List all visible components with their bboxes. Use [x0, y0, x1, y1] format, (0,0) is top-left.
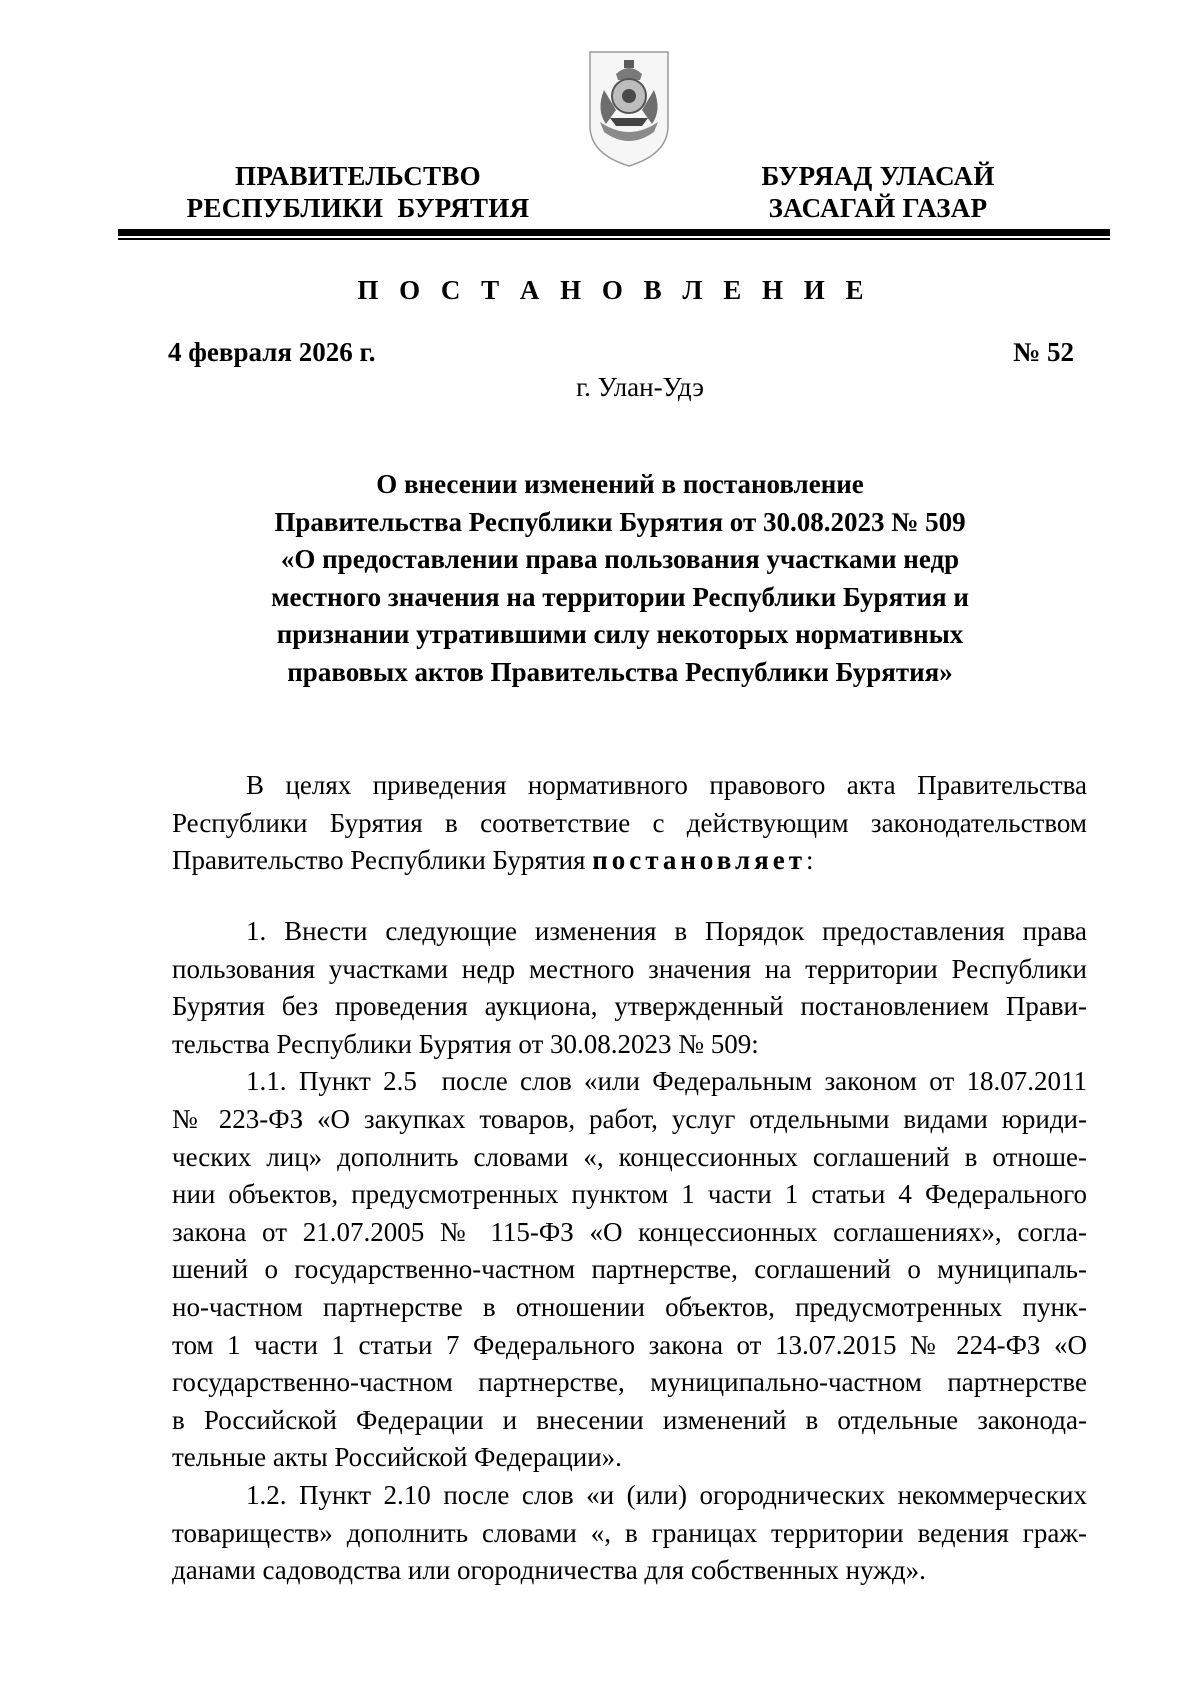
- title-line: О внесении изменений в постановление: [376, 469, 864, 499]
- resolves-suffix: :: [805, 845, 814, 876]
- body-line: тельные акты Российской Федерации».: [172, 1442, 622, 1473]
- body-line: ческих лиц» дополнить словами «, концессионных соглашений в отноше-: [172, 1141, 1087, 1172]
- document-date: 4 февраля 2026 г.: [168, 337, 376, 367]
- organization-name-ru: [168, 160, 548, 224]
- resolves-word: постановляет: [592, 845, 806, 876]
- title-line: правовых актов Правительства Республики Бурятия»: [287, 656, 953, 687]
- body-line: государственно-частном партнерстве, муниципально-частном партнерстве: [172, 1367, 1087, 1398]
- body-line: данами садоводства или огородничества для собственных нужд».: [172, 1555, 926, 1586]
- preamble-line: В целях приведения нормативного правового акта Правительства: [246, 770, 1087, 800]
- org-ru-line-2: РЕСПУБЛИКИ БУРЯТИЯ: [186, 193, 530, 223]
- document-city: г. Улан-Удэ: [576, 372, 704, 402]
- preamble-line: Республики Бурятия в соответствие с действующим законодательством: [172, 807, 1087, 838]
- org-ru-line-1: ПРАВИТЕЛЬСТВО: [235, 161, 481, 191]
- preamble-paragraph: [172, 767, 1087, 880]
- body-line: в Российской Федерации и внесении изменений в отдельные законода-: [172, 1404, 1087, 1435]
- body-line: товариществ» дополнить словами «, в границах территории ведения граж-: [172, 1517, 1087, 1548]
- coat-of-arms-icon: [586, 48, 672, 170]
- org-bua-line-2: ЗАСАГАЙ ГАЗАР: [768, 193, 988, 223]
- header-divider-thick: [118, 229, 1110, 236]
- body-line: нии объектов, предусмотренных пунктом 1 части 1 статьи 4 Федерального: [172, 1179, 1087, 1210]
- body-line: № 223-ФЗ «О закупках товаров, работ, услуг отдельными видами юриди-: [172, 1103, 1087, 1134]
- document-title: [180, 466, 1060, 692]
- preamble-line-final: [172, 842, 1087, 880]
- body-line: 1.2. Пункт 2.10 после слов «и (или) огороднических некоммерческих: [246, 1479, 1087, 1510]
- org-bua-line-1: БУРЯАД УЛАСАЙ: [761, 161, 995, 191]
- title-line: местного значения на территории Республики Бурятия и: [271, 581, 969, 612]
- document-type: П О С Т А Н О В Л Е Н И Е: [357, 275, 871, 305]
- organization-name-buryat: [728, 160, 1028, 224]
- preamble-line-text: Правительство Республики Бурятия: [172, 845, 593, 876]
- body-line: тельства Республики Бурятия от 30.08.2023 № 509:: [172, 1028, 759, 1059]
- body-line: шений о государственно-частном партнерстве, соглашений о муниципаль-: [172, 1254, 1087, 1285]
- document-body: [172, 913, 1087, 1590]
- body-line: закона от 21.07.2005 № 115-ФЗ «О концессионных соглашениях», согла-: [172, 1216, 1087, 1247]
- body-line: Бурятия без проведения аукциона, утвержденный постановлением Прави-: [172, 991, 1087, 1022]
- title-line: Правительства Республики Бурятия от 30.08.2023 № 509: [274, 506, 966, 537]
- body-line: пользования участками недр местного значения на территории Республики: [172, 953, 1087, 984]
- document-number: № 52: [1013, 337, 1074, 367]
- title-line: признании утратившими силу некоторых нормативных: [276, 619, 964, 650]
- title-line: «О предоставлении права пользования участками недр: [280, 544, 960, 575]
- body-line: 1. Внести следующие изменения в Порядок предоставления права: [246, 916, 1087, 946]
- header-divider-thin: [118, 238, 1110, 240]
- body-line: но-частном партнерстве в отношении объектов, предусмотренных пунк-: [172, 1291, 1087, 1322]
- body-line: 1.1. Пункт 2.5 после слов «или Федеральным законом от 18.07.2011: [246, 1066, 1087, 1097]
- body-line: том 1 части 1 статьи 7 Федерального закона от 13.07.2015 № 224-ФЗ «О: [172, 1329, 1087, 1360]
